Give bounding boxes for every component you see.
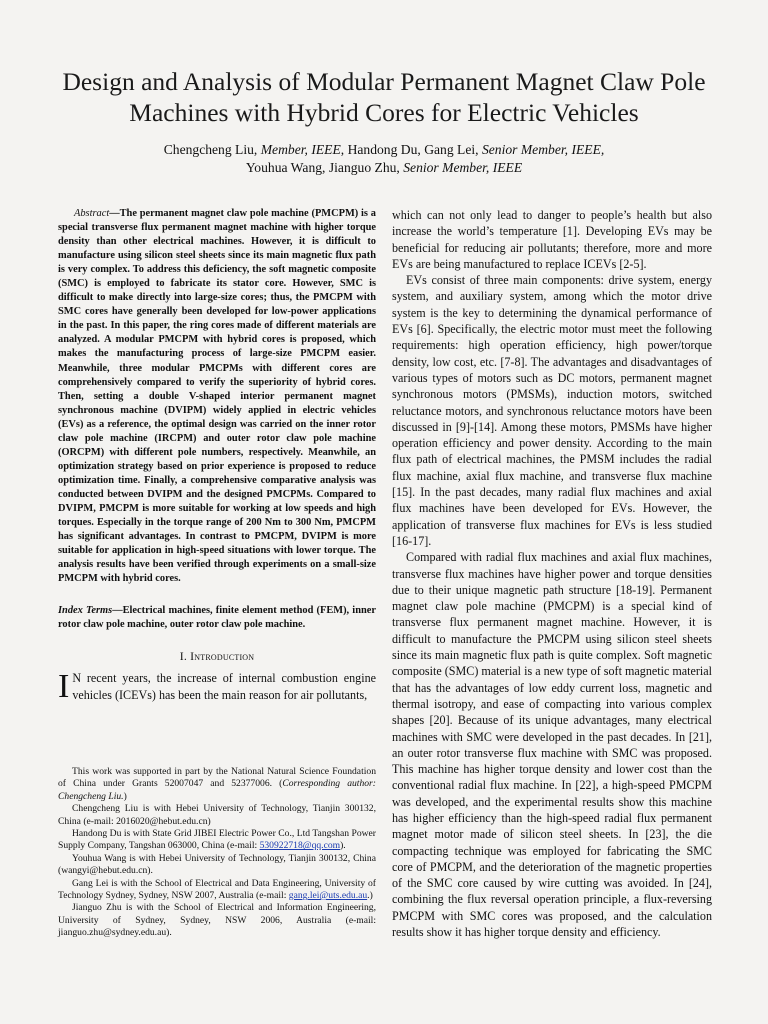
footnotes	[58, 766, 376, 940]
intro-paragraph	[58, 668, 376, 706]
author-name: Chengcheng Liu,	[163, 142, 261, 157]
section-heading	[58, 649, 376, 664]
drop-cap: I	[58, 668, 70, 706]
section-numeral: I.	[179, 649, 191, 664]
title-line-2: Machines with Hybrid Cores for Electric Vehicles	[129, 98, 639, 127]
footnote-affiliation	[58, 828, 376, 853]
author-names: , Handong Du, Gang Lei,	[340, 142, 482, 157]
body-paragraph: EVs consist of three main components: drive system, energy system, and auxiliary system, among which the motor drive system is the key to determining the dynamical performance of EVs [6]. Specifically, the electric motor must meet the following requirements: high operation efficiency, high power/torque density, low cost, etc. [7-8]. The advantages and disadvantages of various types of motors such as DC motors, permanent magnet synchronous motors (PMSMs), induction motors, switched reluctance motors, and synchronous reluctance motors have been discussed in [9]-[14]. Among these motors, PMSMs have higher operation efficiency and power density. According to the main flux path of electrical machines, the PMSM includes the radial flux machine, axial flux machine, and transverse flux machine [15]. In the past decades, many radial flux machines and axial flux machines have been developed for EVs. However, the application of transverse flux machines for EVs is less studied [16-17].	[392, 273, 712, 548]
left-column	[58, 207, 376, 706]
author-role: Senior Member, IEEE,	[481, 142, 605, 157]
footnote-text: ).	[340, 840, 346, 852]
footnote-affiliation: Youhua Wang is with Hebei University of Technology, Tianjin 300132, China (wangyi@hebut.edu.cn).	[58, 852, 376, 877]
footnote-text: )	[123, 790, 127, 802]
body-paragraph: which can not only lead to danger to people’s health but also increase the world’s temperature [1]. Developing EVs may be beneficial for reducing air pollutants; therefore, more and more EVs are being manufactured to replace ICEVs [2-5].	[392, 208, 712, 271]
footnote-text: Gang Lei is with the School of Electrical and Data Engineering, University of Technology Sydney, Sydney, NSW 2007, Australia (e-mail:	[58, 877, 376, 902]
author-names: Youhua Wang, Jianguo Zhu,	[245, 160, 404, 175]
index-terms-label: Index Terms	[58, 605, 113, 617]
title-line-1: Design and Analysis of Modular Permanent Magnet Claw Pole	[62, 67, 706, 96]
footnote-text: Handong Du is with State Grid JIBEI Electric Power Co., Ltd Tangshan Power Supply Company, Tangshan 063000, China (e-mail:	[58, 828, 376, 852]
footnote-affiliation	[58, 878, 376, 903]
footnote-affiliation: Jianguo Zhu is with the School of Electrical and Information Engineering, University of Sydney, Sydney, NSW 2006, Australia (e-mail: jianguo.zhu@sydney.edu.au).	[58, 902, 376, 939]
email-link[interactable]: 530922718@qq.com	[259, 840, 341, 852]
footnote-affiliation: Chengcheng Liu is with Hebei University of Technology, Tianjin 300132, China (e-mail: 2016020@hebut.edu.cn)	[58, 803, 376, 827]
author-line-2	[40, 159, 728, 177]
index-terms-text: —Electrical machines, finite element method (FEM), inner rotor claw pole machine, outer rotor claw pole machine.	[58, 605, 376, 631]
abstract-text: —The permanent magnet claw pole machine (PMCPM) is a special transverse flux permanent magnet machine with higher torque density than other electrical machines. However, it is difficult to manufacture using silicon steel sheets since its main magnetic flux path is very complex. To address this deficiency, the soft magnetic composite (SMC) is employed to fabricate its stator core. However, SMC is difficult to make directly into large-size cores; thus, the PMCPM with SMC cores have generally been developed for low-power applications in the past. In this paper, the ring cores made of different materials are analyzed. A modular PMCPM with hybrid cores is proposed, which makes the manufacturing process of large-size PMCPM easier. Meanwhile, three modular PMCPMs with different cores are comprehensively compared to verify the superiority of hybrid cores. Then, setting a double V-shaped interior permanent magnet synchronous machine (DVIPM) widely applied in electric vehicles (EVs) as a reference, the optimal design was carried on the inner rotor claw pole machine (IRCPM) and outer rotor claw pole machine (ORCPM) with different pole numbers, respectively. Meanwhile, an optimization strategy based on prior experience is proposed to reduce optimization time. Finally, a comprehensive comparative analysis was conducted between DVIPM and the designed PMCPMs. Compared to DVIPM, PMCPM is more suitable for working at low speeds and high torques. Especially in the torque range of 200 Nm to 300 Nm, PMCPM has significant advantages. In contrast to PMCPM, DVIPM is more suitable for application in high-speed situations with lower torque. The analysis results have been verified through experiments on a small-size PMCPM with hybrid cores.	[58, 208, 376, 585]
email-link[interactable]: gang.lei@uts.edu.au	[288, 890, 368, 902]
section-title: Introduction	[190, 649, 255, 664]
corresponding-author: Corresponding author: Chengcheng Liu.	[58, 778, 376, 802]
author-line-1	[40, 141, 728, 159]
footnote-text: .)	[367, 890, 373, 902]
author-role: Member, IEEE	[260, 142, 341, 157]
abstract	[58, 207, 376, 586]
abstract-label: Abstract	[74, 208, 110, 219]
footnote-text: This work was supported in part by the National Natural Science Foundation of China under Grants 52007047 and 52377006. (	[58, 766, 376, 790]
footnote-funding	[58, 766, 376, 803]
body-paragraph: Compared with radial flux machines and axial flux machines, transverse flux machines have higher power and torque densities due to their unique magnetic path structure [18-19]. Permanent magnet claw pole machine (PMCPM) is a special kind of transverse flux permanent magnet machine. However, it is difficult to manufacture the PMCPM using silicon steel sheets since its main magnetic flux path is quite complex. Soft magnetic composite (SMC) material is a new type of soft magnetic material that has the advantages of low eddy current loss, magnetic and thermal isotropy, and ease of compacting into various complex shapes [20]. Because of its unique advantages, many electrical machines with SMC were developed in the past decades. In [21], an outer rotor transverse flux machine with SMC was proposed. This machine has higher torque density and lower cost than the conventional radial flux machine. In [22], a high-speed PMCPM was developed, and the experimental results show this machine has higher efficiency than the high-speed radial flux permanent magnet motor made of silicon steel sheets. In [23], the die compacting technique was employed for fabricating the SMC core of PMCPM, and the deterioration of the magnetic properties of the SMC core caused by wire cutting was avoided. In [24], combining the flux reversal operation principle, a flux-reversing PMCPM with SMC cores was proposed, and the calculation results show it has higher torque density and efficiency.	[392, 550, 712, 940]
author-role: Senior Member, IEEE	[403, 160, 523, 175]
right-column	[392, 207, 712, 940]
author-list	[40, 141, 728, 177]
intro-text: N recent years, the increase of internal combustion engine vehicles (ICEVs) has been the main reason for air pollutants,	[72, 671, 376, 702]
index-terms	[58, 604, 376, 632]
paper-title	[40, 66, 728, 128]
